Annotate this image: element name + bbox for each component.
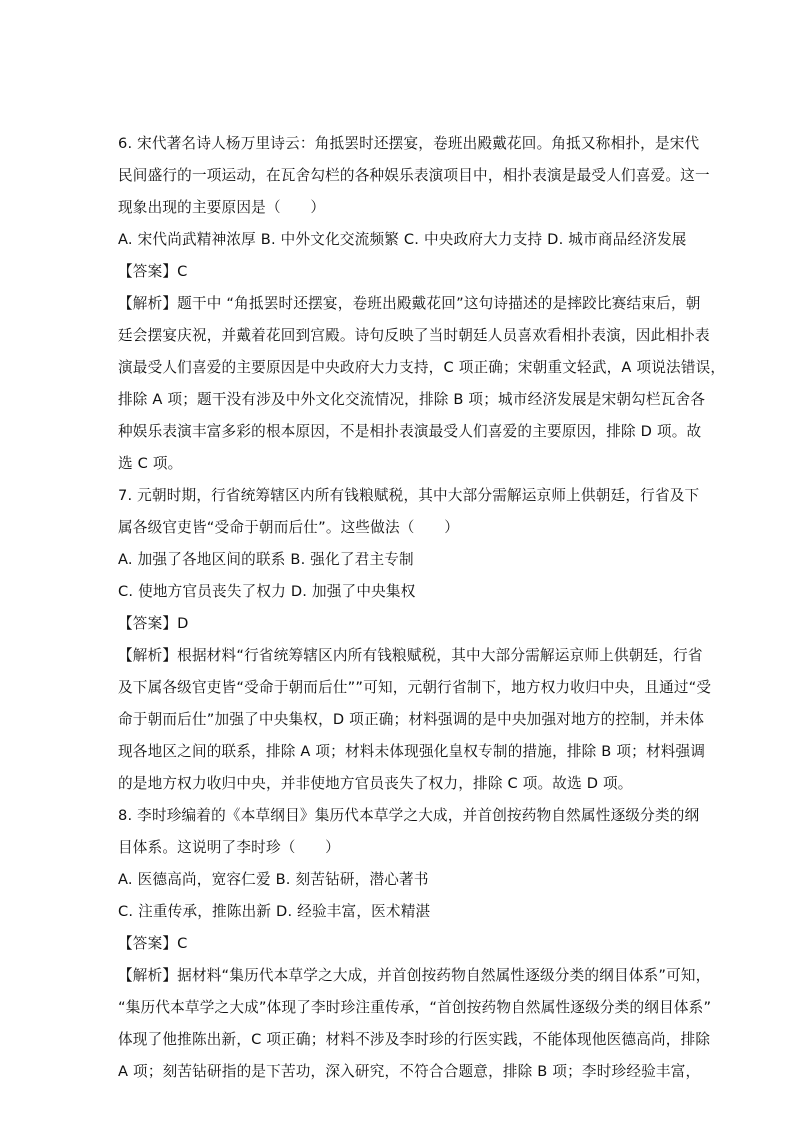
analysis-line: 【解析】根据材料“行省统筹辖区内所有钱粮赋税，其中大部分需解运京师上供朝廷，行省 [118,647,703,664]
answer-line: 【答案】C [118,263,188,280]
question-stem: 现象出现的主要原因是（ ） [118,199,326,216]
answer-line: 【答案】C [118,935,188,952]
analysis-line: 种娱乐表演丰富多彩的根本原因，不是相扑表演最受人们喜爱的主要原因，排除 D 项。故 [118,423,702,440]
question-stem: 属各级官吏皆“受命于朝而后仕”。这些做法（ ） [118,519,459,536]
question-options: A. 宋代尚武精神浓厚 B. 中外文化交流频繁 C. 中央政府大力支持 D. 城市商品经济发展 [118,231,687,248]
question-stem: 7. 元朝时期，行省统筹辖区内所有钱粮赋税，其中大部分需解运京师上供朝廷，行省及下 [118,487,700,504]
question-stem: 6. 宋代著名诗人杨万里诗云：角抵罢时还摆宴，卷班出殿戴花回。角抵又称相扑，是宋代 [118,135,700,152]
answer-line: 【答案】D [118,615,189,632]
analysis-line: 演最受人们喜爱的主要原因是中央政府大力支持，C 项正确；宋朝重文轻武，A 项说法错误， [118,359,726,376]
document-page [118,128,726,1088]
question-stem: 8. 李时珍编着的《本草纲目》集历代本草学之大成，并首创按药物自然属性逐级分类的纲 [118,807,700,824]
question-stem: 民间盛行的一项运动，在瓦舍勾栏的各种娱乐表演项目中，相扑表演是最受人们喜爱。这一 [118,167,710,184]
analysis-line: A 项；刻苦钻研指的是下苦功，深入研究，不符合合题意，排除 B 项；李时珍经验丰富， [118,1063,701,1080]
question-7 [118,480,712,800]
analysis-line: 命于朝而后仕”加强了中央集权，D 项正确；材料强调的是中央加强对地方的控制，并未体 [118,711,705,728]
question-stem: 目体系。这说明了李时珍（ ） [118,839,340,856]
question-options: A. 医德高尚，宽容仁爱 B. 刻苦钻研，潜心著书 [118,871,429,888]
analysis-line: 的是地方权力收归中央，并非使地方官员丧失了权力，排除 C 项。故选 D 项。 [118,775,633,792]
question-options: C. 使地方官员丧失了权力 D. 加强了中央集权 [118,583,416,600]
question-6 [118,128,726,480]
analysis-line: 廷会摆宴庆祝，并戴着花回到宫殿。诗句反映了当时朝廷人员喜欢看相扑表演，因此相扑表 [118,327,710,344]
analysis-line: 【解析】据材料“集历代本草学之大成，并首创按药物自然属性逐级分类的纲目体系”可知， [118,967,711,984]
analysis-line: 【解析】题干中 “角抵罢时还摆宴，卷班出殿戴花回”这句诗描述的是摔跤比赛结束后，朝 [118,295,701,312]
question-8 [118,800,712,1088]
question-options: A. 加强了各地区间的联系 B. 强化了君主专制 [118,551,414,568]
analysis-line: 及下属各级官吏皆“受命于朝而后仕””可知，元朝行省制下，地方权力收归中央，且通过“受 [118,679,712,696]
question-options: C. 注重传承，推陈出新 D. 经验丰富，医术精湛 [118,903,431,920]
analysis-line: 排除 A 项；题干没有涉及中外文化交流情况，排除 B 项；城市经济发展是宋朝勾栏瓦舍各 [118,391,706,408]
analysis-line: “集历代本草学之大成”体现了李时珍注重传承，“首创按药物自然属性逐级分类的纲目体系” [118,999,712,1016]
analysis-line: 现各地区之间的联系，排除 A 项；材料未体现强化皇权专制的措施，排除 B 项；材料强调 [118,743,706,760]
analysis-line: 体现了他推陈出新，C 项正确；材料不涉及李时珍的行医实践，不能体现他医德高尚，排除 [118,1031,711,1048]
analysis-line: 选 C 项。 [118,455,183,472]
